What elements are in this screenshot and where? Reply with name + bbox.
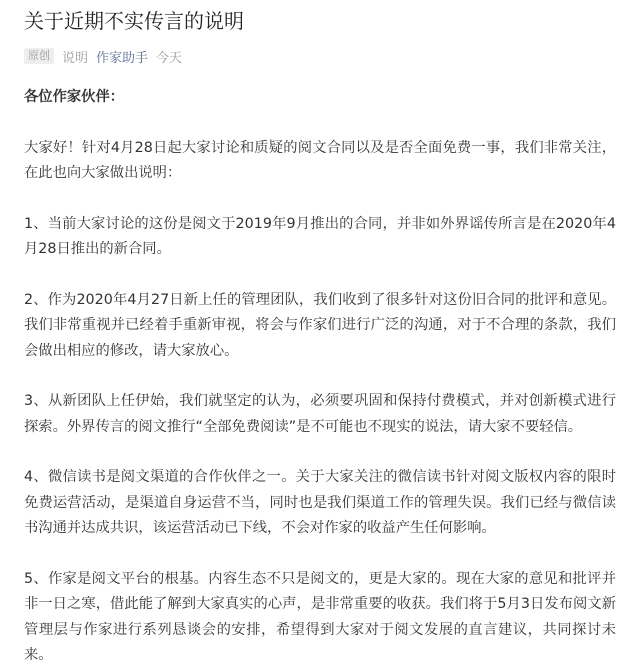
publish-date: 今天: [156, 50, 183, 66]
paragraph-5: 5、作家是阅文平台的根基。内容生态不只是阅文的，更是大家的。现在大家的意见和批评并非一日之寒，借此能了解到大家真实的心声，是非常重要的收获。我们将于5月3日发布阅文新管理层与作家进行系列恳谈会的安排，希望得到大家对于阅文发展的直言建议，共同探讨未来。: [24, 570, 616, 663]
article-title: 关于近期不实传言的说明: [24, 9, 244, 33]
paragraph-1: 1、当前大家讨论的这份是阅文于2019年9月推出的合同，并非如外界谣传所言是在2020年4月28日推出的新合同。: [24, 215, 616, 257]
paragraph-intro: 大家好！针对4月28日起大家讨论和质疑的阅文合同以及是否全面免费一事，我们非常关注，在此也向大家做出说明：: [24, 139, 616, 181]
article-body: [24, 85, 616, 669]
greeting: 各位作家伙伴：: [24, 89, 125, 105]
paragraph-4: 4、微信读书是阅文渠道的合作伙伴之一。关于大家关注的微信读书针对阅文版权内容的限时免费运营活动，是渠道自身运营不当，同时也是我们渠道工作的管理失误。我们已经与微信读书沟通并达成共识，该运营活动已下线，不会对作家的收益产生任何影响。: [24, 469, 616, 536]
paragraph-2: 2、作为2020年4月27日新上任的管理团队，我们收到了很多针对这份旧合同的批评和意见。我们非常重视并已经着手重新审视，将会与作家们进行广泛的沟通，对于不合理的条款，我们会做出相应的修改，请大家放心。: [24, 291, 616, 359]
author-link[interactable]: 作家助手: [96, 50, 149, 66]
paragraph-3: 3、从新团队上任伊始，我们就坚定的认为，必须要巩固和保持付费模式，并对创新模式进行探索。外界传言的阅文推行“全部免费阅读”是不可能也不现实的说法，请大家不要轻信。: [24, 393, 616, 435]
meta-label: 说明: [62, 50, 89, 66]
original-badge: 原创: [24, 48, 54, 64]
article-meta: [24, 45, 616, 67]
